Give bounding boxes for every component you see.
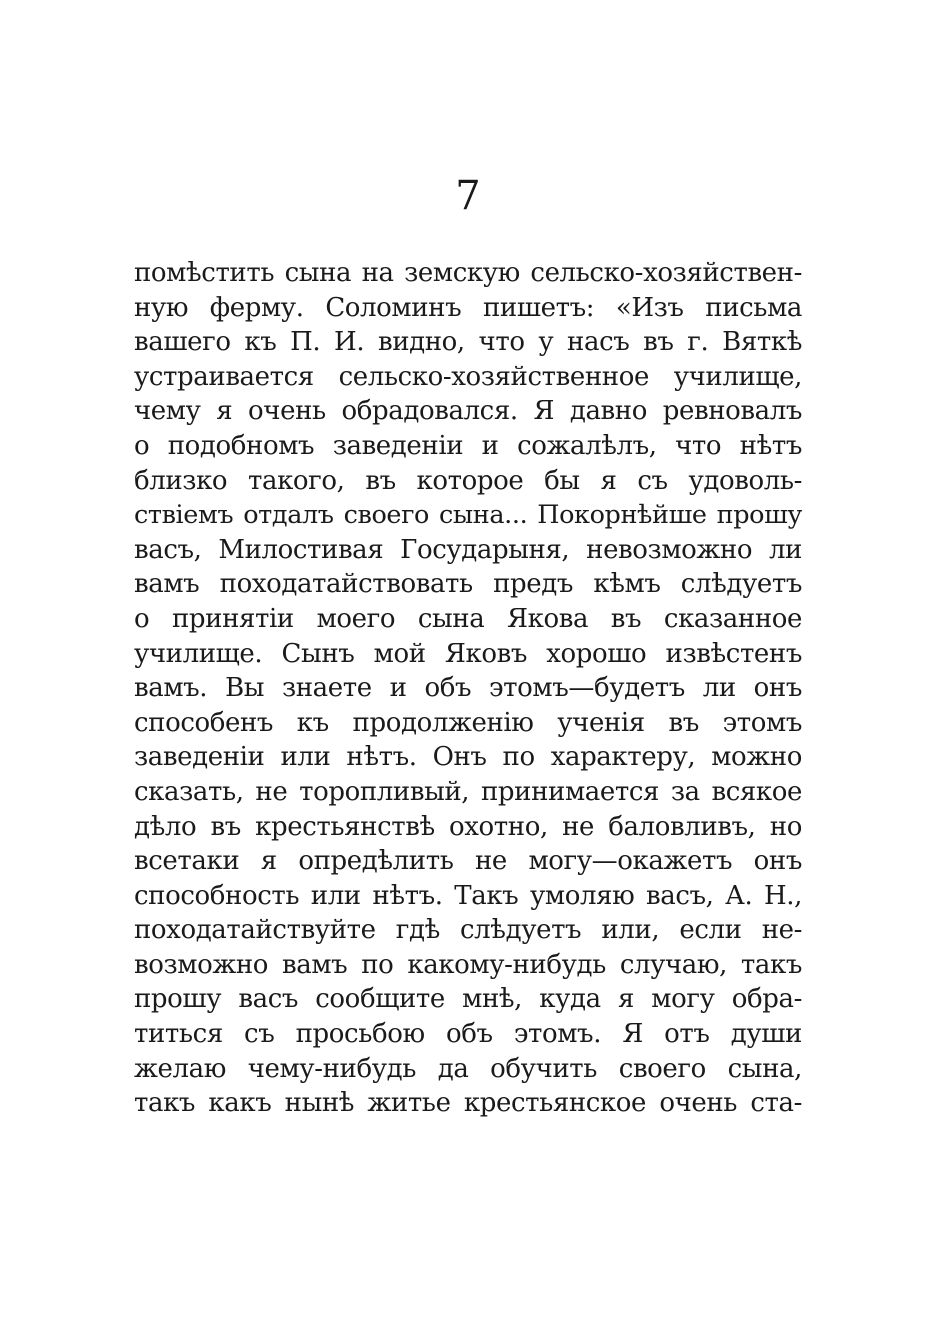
text-line: васъ, Милостивая Государыня, невозможно ли [134, 534, 802, 565]
text-line: помѣстить сына на земскую сельско-хозяйствен- [134, 258, 802, 288]
text-line: заведеніи или нѣтъ. Онъ по характеру, можно [134, 742, 802, 773]
text-line: всетаки я опредѣлить не могу—окажетъ онъ [134, 846, 802, 877]
text-line: о принятіи моего сына Якова въ сказанное [134, 603, 802, 634]
text-line: возможно вамъ по какому-нибудь случаю, такъ [134, 949, 802, 980]
text-line: устраивается сельско-хозяйственное училище, [134, 361, 802, 392]
text-line: ствіемъ отдалъ своего сына... Покорнѣйше прошу [134, 500, 802, 531]
text-line: прошу васъ сообщите мнѣ, куда я могу обра- [134, 984, 802, 1015]
text-line: чему я очень обрадовался. Я давно ревновалъ [134, 396, 802, 427]
text-line: такъ какъ нынѣ житье крестьянское очень ста- [134, 1088, 802, 1119]
text-line: титься съ просьбою объ этомъ. Я отъ души [134, 1019, 802, 1050]
text-line: способность или нѣтъ. Такъ умоляю васъ, А. Н., [134, 880, 802, 911]
text-line: вамъ походатайствовать предъ кѣмъ слѣдуетъ [134, 569, 802, 600]
text-line: способенъ къ продолженію ученія въ этомъ [134, 707, 802, 738]
body-text [134, 256, 802, 1121]
text-line: близко такого, въ которое бы я съ удоволь- [134, 465, 802, 496]
text-line: ную ферму. Соломинъ пишетъ: «Изъ письма [134, 292, 802, 323]
text-line: вашего къ П. И. видно, что у насъ въ г. Вяткѣ [134, 327, 802, 358]
text-line: о подобномъ заведеніи и сожалѣлъ, что нѣтъ [134, 430, 802, 461]
text-line: училище. Сынъ мой Яковъ хорошо извѣстенъ [134, 638, 802, 669]
text-line: вамъ. Вы знаете и объ этомъ—будетъ ли онъ [134, 673, 802, 704]
text-line: сказать, не торопливый, принимается за всякое [134, 776, 802, 807]
text-line: походатайствуйте гдѣ слѣдуетъ или, если не- [134, 915, 802, 946]
page-number: 7 [455, 173, 481, 219]
text-line: дѣло въ крестьянствѣ охотно, не баловливъ, но [134, 811, 802, 842]
text-line: желаю чему-нибудь да обучить своего сына, [134, 1053, 802, 1084]
